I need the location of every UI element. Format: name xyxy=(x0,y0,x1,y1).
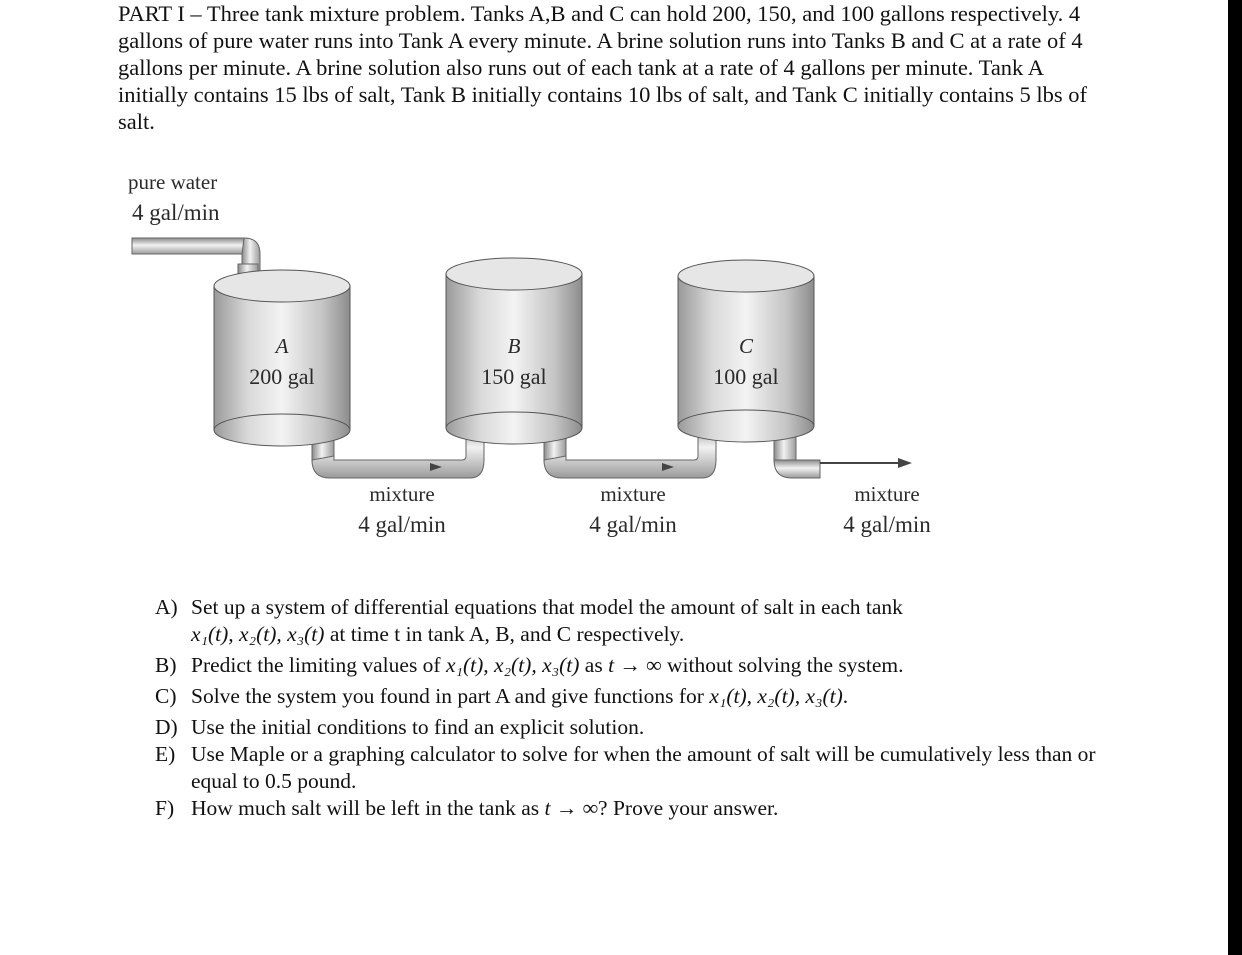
question-a xyxy=(155,594,1115,648)
tank-b-capacity: 150 gal xyxy=(481,364,547,389)
math-limit: t → ∞ xyxy=(608,653,662,677)
flow-ab-rate: 4 gal/min xyxy=(358,512,446,537)
math-limit: t → ∞ xyxy=(544,796,599,820)
question-list xyxy=(155,594,1115,822)
outflow-arrow-icon xyxy=(898,458,912,468)
outflow-rate: 4 gal/min xyxy=(843,512,931,537)
question-label: A) xyxy=(155,595,178,619)
question-b xyxy=(155,652,1115,679)
flow-bc-label: mixture xyxy=(600,482,666,506)
question-label: E) xyxy=(155,742,176,766)
tank-c-name: C xyxy=(738,334,754,358)
tank-a-name: A xyxy=(275,334,289,358)
inflow-rate: 4 gal/min xyxy=(132,200,220,225)
question-text-tail: without solving the system. xyxy=(661,653,904,677)
problem-statement: PART I – Three tank mixture problem. Tanks A,B and C can hold 200, 150, and 100 gallons respectively. 4 gallons of pure water runs into Tank A every minute. A brine solution runs into Tanks B and C at a rate of 4 gallons per minute. A brine solution also runs out of each tank at a rate of 4 gallons per minute. Tank A initially contains 15 lbs of salt, Tank B initially contains 10 lbs of salt, and Tank C initially contains 5 lbs of salt. xyxy=(118,1,1088,134)
math-expression: x₁(t), x₂(t), x₃(t) xyxy=(709,684,843,708)
question-d xyxy=(155,714,1115,741)
tank-c-capacity: 100 gal xyxy=(713,364,779,389)
question-text: Use the initial conditions to find an explicit solution. xyxy=(191,715,645,739)
three-tank-diagram xyxy=(120,160,960,560)
inflow-label: pure water xyxy=(128,170,218,194)
tank-c xyxy=(678,260,814,442)
question-text: Use Maple or a graphing calculator to solve for when the amount of salt will be cumulatively less than or equal to 0.5 pound. xyxy=(191,742,1096,793)
question-text: Solve the system you found in part A and give functions for xyxy=(191,684,710,708)
question-text-tail: at time t in tank A, B, and C respectively. xyxy=(324,622,685,646)
question-label: F) xyxy=(155,796,175,820)
tank-b-name: B xyxy=(507,334,521,358)
question-text-tail: ? Prove your answer. xyxy=(598,796,779,820)
question-text-mid: as xyxy=(579,653,609,677)
question-text: How much salt will be left in the tank as xyxy=(191,796,545,820)
flow-ab-label: mixture xyxy=(369,482,435,506)
question-e xyxy=(155,741,1115,795)
tank-a-capacity: 200 gal xyxy=(249,364,315,389)
question-text: Set up a system of differential equations that model the amount of salt in each tank xyxy=(191,595,903,619)
tank-a xyxy=(214,270,350,446)
question-label: C) xyxy=(155,684,177,708)
tank-b xyxy=(446,258,582,444)
question-c xyxy=(155,683,1115,710)
question-label: B) xyxy=(155,653,177,677)
question-label: D) xyxy=(155,715,178,739)
question-text: Predict the limiting values of xyxy=(191,653,446,677)
question-text-tail: . xyxy=(842,684,849,708)
math-expression: x₁(t), x₂(t), x₃(t) xyxy=(191,622,325,646)
flow-bc-rate: 4 gal/min xyxy=(589,512,677,537)
question-f xyxy=(155,795,1115,822)
math-expression: x₁(t), x₂(t), x₃(t) xyxy=(445,653,580,677)
outflow-label: mixture xyxy=(854,482,920,506)
